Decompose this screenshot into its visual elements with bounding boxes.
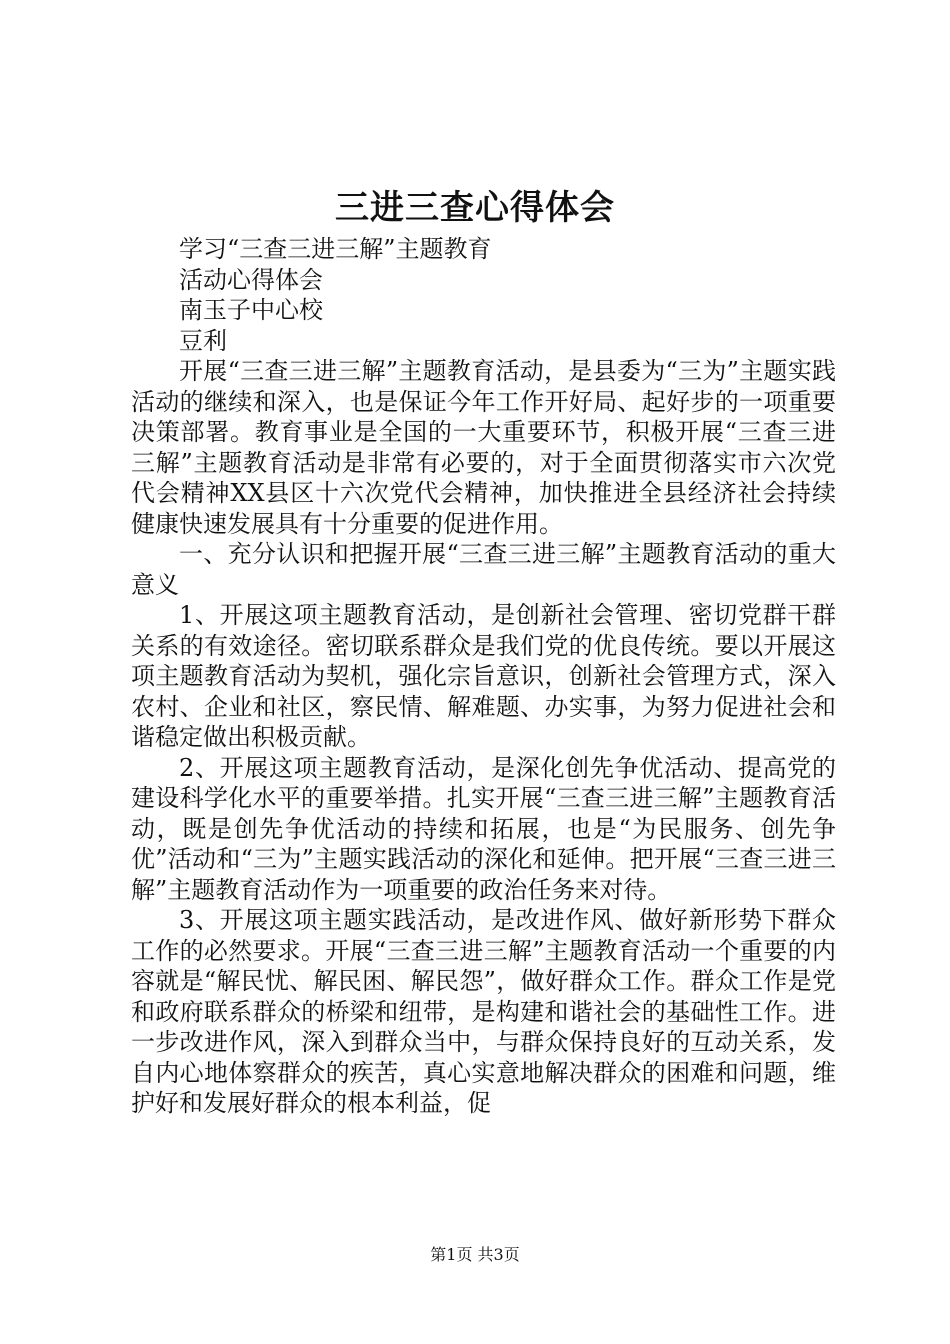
header-line: 活动心得体会 [179,265,323,294]
header-line: 南玉子中心校 [179,296,323,324]
header-line: 豆利 [179,326,227,355]
section-heading: 一、充分认识和把握开展“三查三进三解”主题教育活动的重大意义 [131,540,836,599]
body-paragraph: 2、开展这项主题教育活动，是深化创先争优活动、提高党的建设科学化水平的重要举措。扎实开展“三查三进三解”主题教育活动，既是创先争优活动的持续和拓展，也是“为民服务、创先争优”活动和“三为”主题实践活动的深化和延伸。把开展“三查三进三解”主题教育活动作为一项重要的政治任务来对待。 [131,753,836,904]
body-paragraph: 1、开展这项主题教育活动，是创新社会管理、密切党群干群关系的有效途径。密切联系群众是我们党的优良传统。要以开展这项主题教育活动为契机，强化宗旨意识，创新社会管理方式，深入农村、企业和社区，察民情、解难题、办实事，为努力促进社会和谐稳定做出积极贡献。 [131,601,836,751]
body-paragraph: 开展“三查三进三解”主题教育活动，是县委为“三为”主题实践活动的继续和深入，也是保证今年工作开好局、起好步的一项重要决策部署。教育事业是全国的一大重要环节，积极开展“三查三进三解”主题教育活动是非常有必要的，对于全面贯彻落实市六次党代会精神XX县区十六次党代会精神，加快推进全县经济社会持续健康快速发展具有十分重要的促进作用。 [131,357,836,538]
document-title: 三进三查心得体会 [335,188,615,228]
body-paragraph: 3、开展这项主题实践活动，是改进作风、做好新形势下群众工作的必然要求。开展“三查三进三解”主题教育活动一个重要的内容就是“解民忧、解民困、解民怨”，做好群众工作。群众工作是党和政府联系群众的桥梁和纽带，是构建和谐社会的基础性工作。进一步改进作风，深入到群众当中，与群众保持良好的互动关系，发自内心地体察群众的疾苦，真心实意地解决群众的困难和问题，维护好和发展好群众的根本利益，促 [131,906,836,1117]
document-body [131,234,836,1119]
page-number-footer: 第1页 共3页 [430,1245,520,1264]
header-line: 学习“三查三进三解”主题教育 [179,235,492,263]
